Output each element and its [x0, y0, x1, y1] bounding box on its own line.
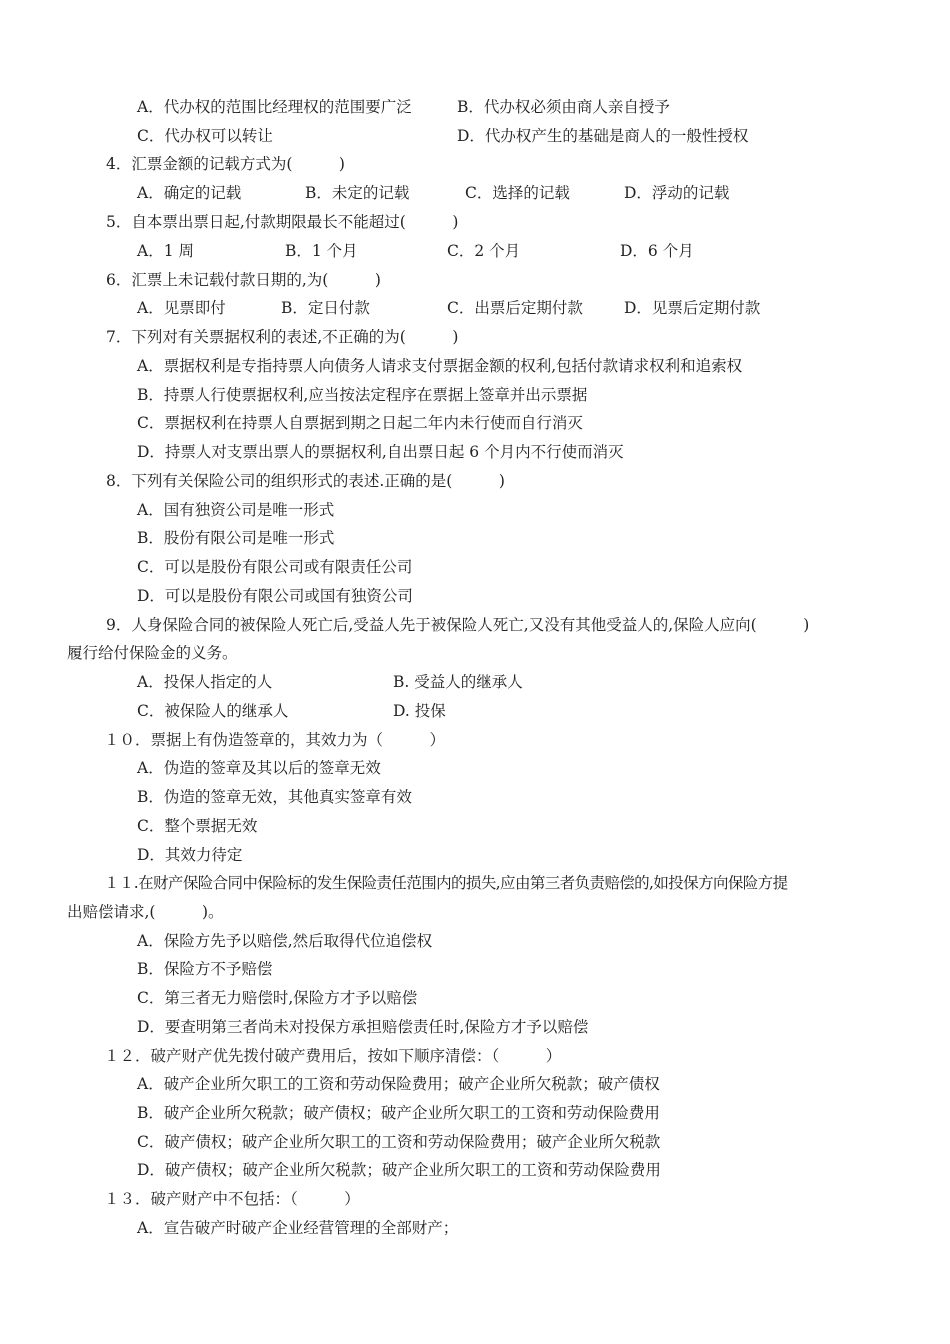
q11-option-b: B．保险方不予赔偿	[137, 960, 273, 978]
q11-option-d: D．要查明第三者尚未对投保方承担赔偿责任时,保险方才予以赔偿	[137, 1018, 589, 1036]
q6-option-c: C．出票后定期付款	[447, 299, 583, 317]
q4-option-c: C．选择的记载	[465, 184, 570, 202]
q8-option-a: A．国有独资公司是唯一形式	[137, 501, 335, 519]
q7-stem: 7．下列对有关票据权利的表述,不正确的为( )	[106, 328, 459, 346]
q8-stem: 8．下列有关保险公司的组织形式的表述.正确的是( )	[106, 472, 505, 490]
q10-option-c: C．整个票据无效	[137, 817, 258, 835]
q4-stem: 4．汇票金额的记载方式为( )	[106, 155, 345, 173]
q4-option-d: D．浮动的记载	[624, 184, 730, 202]
q5-stem: 5．自本票出票日起,付款期限最长不能超过( )	[106, 213, 459, 231]
q6-option-b: B．定日付款	[281, 299, 370, 317]
q5-option-c: C．2 个月	[447, 242, 521, 260]
q5-option-b: B．1 个月	[285, 242, 358, 260]
q3-option-b: B．代办权必须由商人亲自授予	[457, 98, 670, 116]
q9-stem-line1: 9．人身保险合同的被保险人死亡后,受益人先于被保险人死亡,又没有其他受益人的,保险人应向( )	[106, 616, 810, 634]
q7-option-d: D．持票人对支票出票人的票据权利,自出票日起 6 个月内不行使而消灭	[137, 443, 624, 461]
q5-option-d: D．6 个月	[620, 242, 694, 260]
q3-option-d: D．代办权产生的基础是商人的一般性授权	[457, 127, 749, 145]
q3-option-c: C．代办权可以转让	[137, 127, 273, 145]
q7-option-a: A．票据权利是专指持票人向债务人请求支付票据金额的权利,包括付款请求权利和追索权	[137, 357, 743, 375]
q4-option-b: B．未定的记载	[305, 184, 410, 202]
q9-option-d: D. 投保	[393, 702, 446, 720]
q12-stem: １２．破产财产优先拨付破产费用后，按如下顺序清偿：（ ）	[104, 1047, 562, 1065]
q12-option-a: A．破产企业所欠职工的工资和劳动保险费用；破产企业所欠税款；破产债权	[137, 1075, 660, 1093]
q12-option-c: C．破产债权；破产企业所欠职工的工资和劳动保险费用；破产企业所欠税款	[137, 1133, 661, 1151]
q8-option-c: C．可以是股份有限公司或有限责任公司	[137, 558, 413, 576]
q10-option-b: B．伪造的签章无效，其他真实签章有效	[137, 788, 412, 806]
q13-stem: １３．破产财产中不包括：（ ）	[104, 1190, 360, 1208]
q11-stem-line1: １１.在财产保险合同中保险标的发生保险责任范围内的损失,应由第三者负责赔偿的,如投保方向保险方提	[104, 874, 788, 892]
q12-option-d: D．破产债权；破产企业所欠税款；破产企业所欠职工的工资和劳动保险费用	[137, 1161, 661, 1179]
q6-stem: 6．汇票上未记载付款日期的,为( )	[106, 271, 381, 289]
q8-option-d: D．可以是股份有限公司或国有独资公司	[137, 587, 413, 605]
q11-stem-line2: 出赔偿请求,( )。	[67, 903, 224, 921]
q9-option-a: A．投保人指定的人	[137, 673, 273, 691]
q6-option-d: D．见票后定期付款	[624, 299, 761, 317]
q6-option-a: A．见票即付	[137, 299, 226, 317]
q9-option-c: C．被保险人的继承人	[137, 702, 289, 720]
q10-option-a: A．伪造的签章及其以后的签章无效	[137, 759, 381, 777]
q7-option-c: C．票据权利在持票人自票据到期之日起二年内未行使而自行消灭	[137, 414, 583, 432]
q12-option-b: B．破产企业所欠税款；破产债权；破产企业所欠职工的工资和劳动保险费用	[137, 1104, 660, 1122]
q9-stem-line2: 履行给付保险金的义务。	[67, 644, 238, 662]
q7-option-b: B．持票人行使票据权利,应当按法定程序在票据上签章并出示票据	[137, 386, 588, 404]
q9-option-b: B. 受益人的继承人	[393, 673, 523, 691]
q4-option-a: A．确定的记载	[137, 184, 242, 202]
q5-option-a: A．1 周	[137, 242, 194, 260]
q3-option-a: A．代办权的范围比经理权的范围要广泛	[137, 98, 412, 116]
q13-option-a: A．宣告破产时破产企业经营管理的全部财产；	[137, 1219, 459, 1237]
q10-option-d: D．其效力待定	[137, 846, 243, 864]
q8-option-b: B．股份有限公司是唯一形式	[137, 529, 335, 547]
q11-option-c: C．第三者无力赔偿时,保险方才予以赔偿	[137, 989, 418, 1007]
q11-option-a: A．保险方先予以赔偿,然后取得代位追偿权	[137, 932, 433, 950]
q10-stem: １０．票据上有伪造签章的，其效力为（ ）	[104, 731, 446, 749]
